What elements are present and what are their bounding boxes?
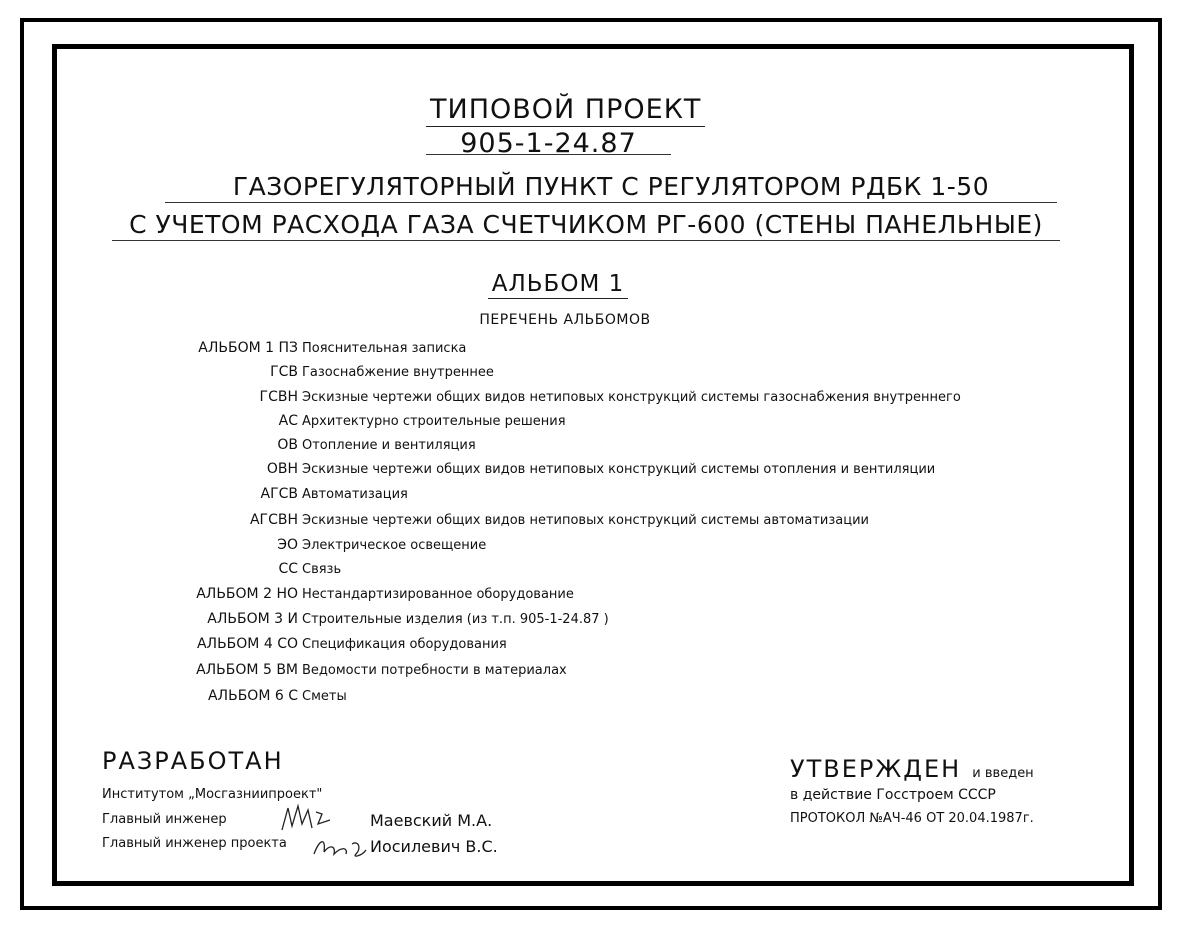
signature-mark: [278, 800, 338, 836]
album-row: АГСВН Эскизные чертежи общих видов нетиповых конструкций системы автоматизации: [249, 512, 869, 528]
title-line-2-underline: [112, 240, 1060, 241]
approval-protocol: ПРОТОКОЛ №АЧ-46 ОТ 20.04.1987г.: [790, 811, 1034, 826]
developer-institute: Институтом „Мосгазниипроект": [102, 787, 323, 802]
album-row: ЭО Электрическое освещение: [277, 537, 487, 553]
approval-line-2: в действие Госстроем СССР: [790, 787, 996, 803]
chief-engineer-label: Главный инженер: [102, 812, 227, 827]
album-row: АЛЬБОМ 2 НО Нестандартизированное оборудование: [196, 586, 574, 602]
album-row: ОВН Эскизные чертежи общих видов нетиповых конструкций системы отопления и вентиляции: [266, 461, 936, 477]
chief-project-engineer-label: Главный инженер проекта: [102, 836, 287, 851]
album-row: ОВ Отопление и вентиляция: [277, 437, 476, 453]
project-number: 905-1-24.87: [460, 128, 637, 159]
developer-heading: РАЗРАБОТАН: [102, 747, 284, 775]
chief-engineer-name: Маевский М.А.: [370, 811, 493, 830]
album-row: СС Связь: [278, 561, 342, 577]
album-list-heading: ПЕРЕЧЕНЬ АЛЬБОМОВ: [479, 312, 651, 328]
title-line-1: ГАЗОРЕГУЛЯТОРНЫЙ ПУНКТ С РЕГУЛЯТОРОМ РДБК 1-50: [232, 172, 990, 201]
title-line-1-underline: [165, 202, 1057, 203]
number-underline: [426, 154, 671, 155]
album-row: АС Архитектурно строительные решения: [278, 413, 566, 429]
album-row: АЛЬБОМ 1 ПЗ Пояснительная записка: [198, 340, 467, 356]
album-row: АЛЬБОМ 5 ВМ Ведомости потребности в материалах: [196, 662, 567, 678]
album-row: ГСВ Газоснабжение внутреннее: [270, 364, 494, 380]
album-row: АЛЬБОМ 3 И Строительные изделия (из т.п. 905-1-24.87 ): [207, 611, 609, 627]
album-row: ГСВН Эскизные чертежи общих видов нетиповых конструкций системы газоснабжения внутреннего: [259, 389, 961, 405]
album-row: АЛЬБОМ 4 СО Спецификация оборудования: [196, 636, 507, 652]
project-type: ТИПОВОЙ ПРОЕКТ: [426, 94, 671, 125]
title-line-2: С УЧЕТОМ РАСХОДА ГАЗА СЧЕТЧИКОМ РГ-600 (СТЕНЫ ПАНЕЛЬНЫЕ): [129, 210, 1043, 239]
album-row: АГСВ Автоматизация: [260, 486, 408, 502]
signature-mark: [312, 834, 368, 860]
chief-project-engineer-name: Иосилевич В.С.: [370, 837, 498, 856]
approval-heading: УТВЕРЖДЕН и введен: [790, 755, 1034, 783]
album-row: АЛЬБОМ 6 С Сметы: [207, 688, 347, 704]
album-title: АЛЬБОМ 1: [470, 271, 646, 297]
